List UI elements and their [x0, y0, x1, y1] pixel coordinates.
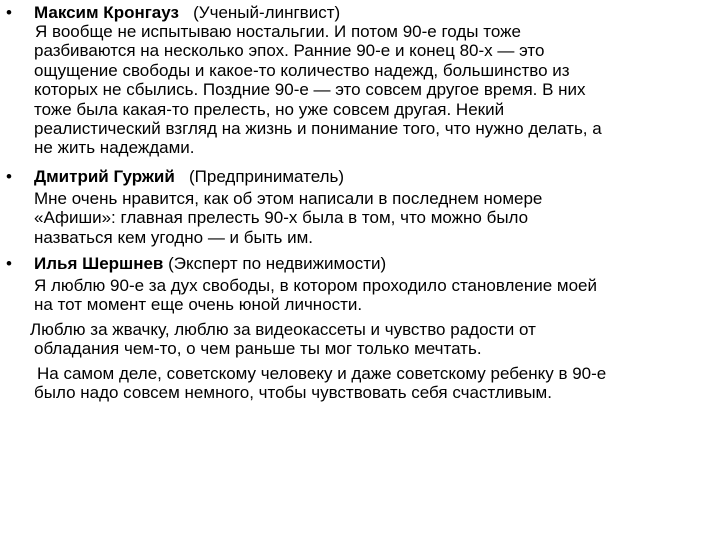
quote-line: на тот момент еще очень юной личности.	[34, 295, 363, 315]
person-name: Дмитрий Гуржий	[34, 167, 175, 186]
person-name: Илья Шершнев	[34, 254, 164, 273]
quote-line: было надо совсем немного, чтобы чувствовать себя счастливым.	[34, 383, 552, 403]
quote-line: Мне очень нравится, как об этом написали в последнем номере	[34, 189, 543, 208]
quote-line: назваться кем угодно — и быть им.	[34, 227, 313, 247]
person-name: Максим Кронгауз	[34, 3, 179, 22]
bullet: •	[6, 254, 12, 273]
quote-paragraph	[34, 189, 714, 247]
entry-heading	[34, 3, 340, 23]
quote-line: «Афиши»: главная прелесть 90-х была в том, что можно было	[34, 208, 529, 228]
quote-line: ощущение свободы и какое-то количество надежд, большинство из	[34, 60, 570, 80]
quote-line: На самом деле, советскому человеку и даже советскому ребенку в 90-е	[37, 364, 607, 383]
quote-line: разбиваются на несколько эпох. Ранние 90-е и конец 80-х — это	[34, 41, 545, 61]
person-role: (Ученый-лингвист)	[193, 3, 341, 22]
quote-line: Люблю за жвачку, люблю за видеокассеты и чувство радости от	[30, 320, 536, 339]
quote-paragraph	[34, 364, 714, 403]
person-role: (Предприниматель)	[188, 167, 345, 186]
quote-line: не жить надеждами.	[34, 138, 195, 158]
quote-paragraph	[34, 276, 714, 315]
bullet: •	[6, 3, 12, 22]
quote-line: Я вообще не испытываю ностальгии. И потом 90-е годы тоже	[35, 22, 521, 41]
quote-line: тоже была какая-то прелесть, но уже совсем другая. Некий	[34, 99, 505, 119]
quote-line: реалистический взгляд на жизнь и понимание того, что нужно делать, а	[34, 119, 602, 139]
quote-line: которых не сбылись. Поздние 90-е — это совсем другое время. В них	[34, 80, 586, 100]
quote-paragraph	[34, 22, 714, 158]
quote-line: обладания чем-то, о чем раньше ты мог только мечтать.	[34, 339, 482, 359]
person-role: (Эксперт по недвижимости)	[168, 254, 387, 273]
quote-paragraph	[30, 320, 714, 359]
entry-heading	[34, 167, 344, 187]
quote-line: Я люблю 90-е за дух свободы, в котором проходило становление моей	[34, 276, 598, 295]
bullet: •	[6, 167, 12, 186]
entry-heading	[34, 254, 386, 274]
